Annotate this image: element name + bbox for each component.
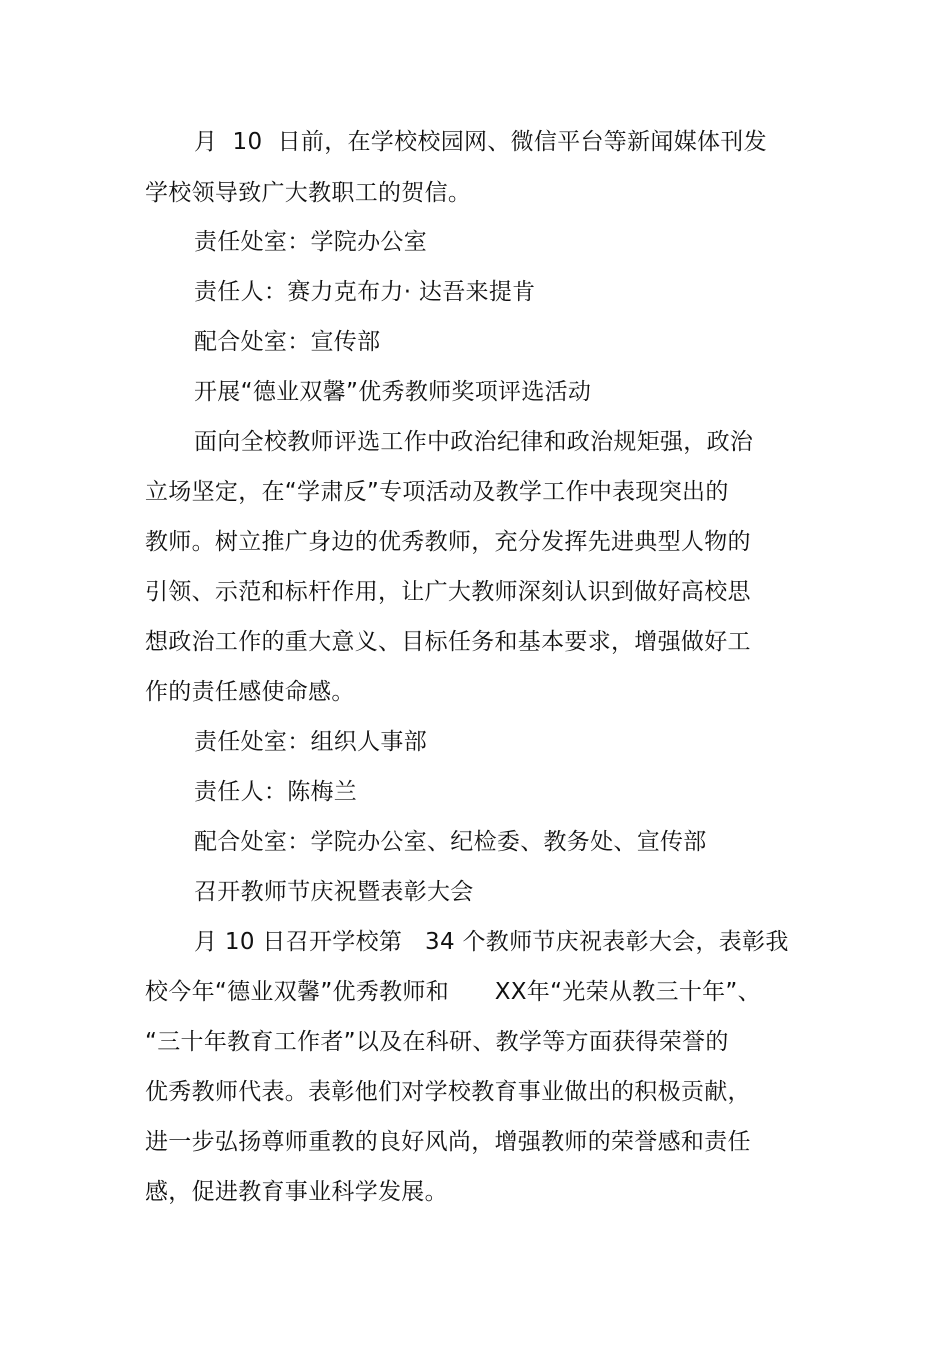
paragraph-line: 作的责任感使命感。 xyxy=(145,679,355,705)
section-heading: 开展“德业双馨”优秀教师奖项评选活动 xyxy=(194,379,592,405)
paragraph-line: “三十年教育工作者”以及在科研、教学等方面获得荣誉的 xyxy=(145,1029,729,1055)
responsible-person-line: 责任人：赛力克布力· 达吾来提肯 xyxy=(194,279,536,305)
office-line: 责任处室：学院办公室 xyxy=(194,229,427,255)
paragraph-line: 面向全校教师评选工作中政治纪律和政治规矩强，政治 xyxy=(194,429,754,455)
paragraph-line: 进一步弘扬尊师重教的良好风尚，增强教师的荣誉感和责任 xyxy=(145,1129,751,1155)
paragraph-line: 立场坚定，在“学肃反”专项活动及教学工作中表现突出的 xyxy=(145,479,729,505)
paragraph-line: 学校领导致广大教职工的贺信。 xyxy=(145,180,472,206)
paragraph-line: 教师。树立推广身边的优秀教师，充分发挥先进典型人物的 xyxy=(145,529,751,555)
office-line: 责任处室：组织人事部 xyxy=(194,729,427,755)
cooperating-office-line: 配合处室：学院办公室、纪检委、教务处、宣传部 xyxy=(194,829,707,855)
responsible-person-line: 责任人：陈梅兰 xyxy=(194,779,358,805)
section-heading: 召开教师节庆祝暨表彰大会 xyxy=(194,879,474,905)
cooperating-office-line: 配合处室：宣传部 xyxy=(194,329,381,355)
paragraph-line: 优秀教师代表。表彰他们对学校教育事业做出的积极贡献， xyxy=(145,1079,751,1105)
paragraph-line: 月 10 日召开学校第 34 个教师节庆祝表彰大会，表彰我 xyxy=(194,929,789,955)
paragraph-line: 校今年“德业双馨”优秀教师和 XX年“光荣从教三十年”、 xyxy=(145,979,761,1005)
paragraph-line: 想政治工作的重大意义、目标任务和基本要求，增强做好工 xyxy=(145,629,751,655)
paragraph-line: 引领、示范和标杆作用，让广大教师深刻认识到做好高校思 xyxy=(145,579,751,605)
paragraph-line: 感，促进教育事业科学发展。 xyxy=(145,1179,448,1205)
paragraph-line: 月 10 日前，在学校校园网、微信平台等新闻媒体刊发 xyxy=(194,129,767,155)
